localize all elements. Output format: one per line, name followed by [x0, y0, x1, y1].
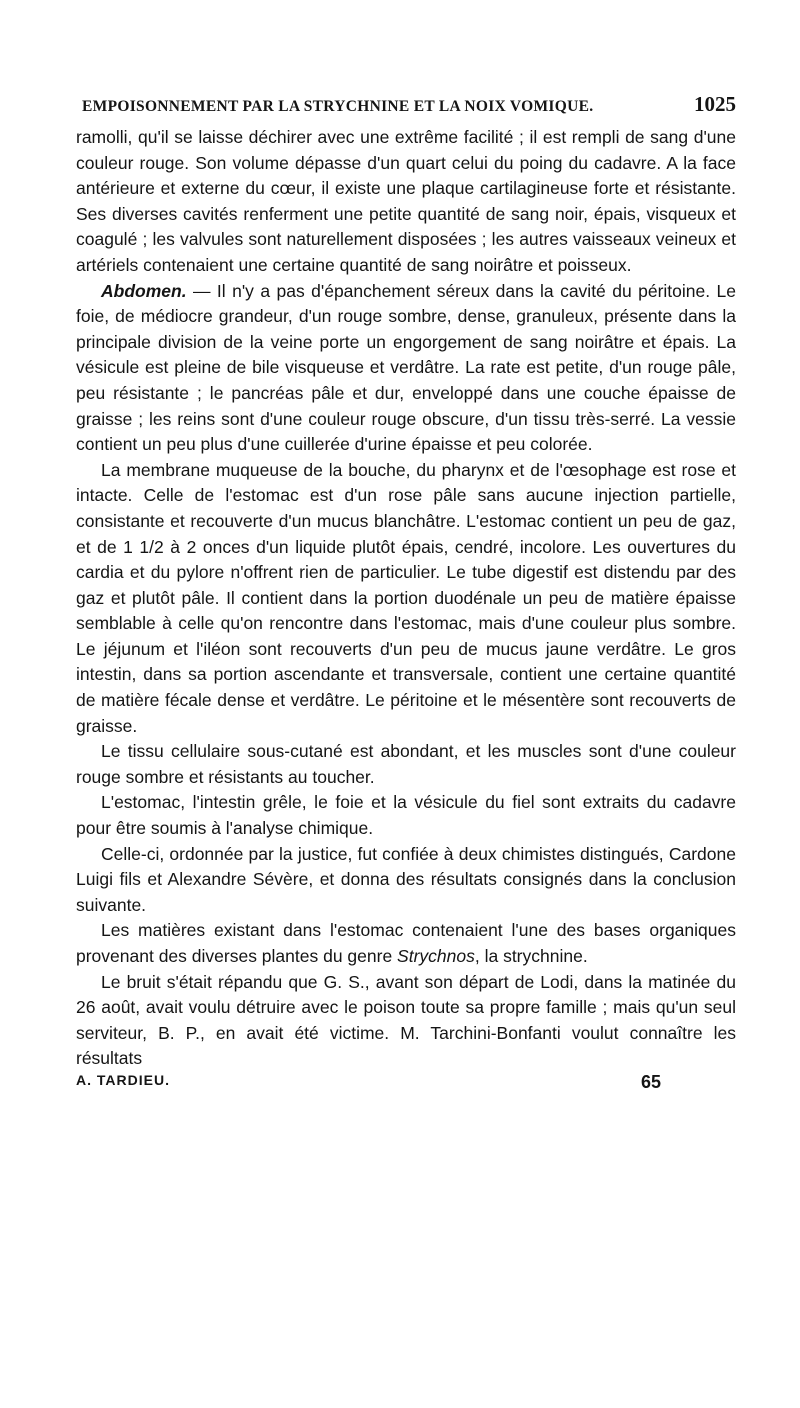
body-text	[76, 125, 736, 1072]
paragraph-heart: ramolli, qu'il se laisse déchirer avec une extrême facilité ; il est rempli de sang d'une couleur rouge. Son volume dépasse d'un quart celui du poing du cadavre. A la face antérieure et externe du cœur, il existe une plaque cartilagineuse forte et résistante. Ses diverses cavités renferment une petite quantité de sang noir, épais, visqueux et coagulé ; les valvules sont naturellement disposées ; les autres vaisseaux veineux et artériels contenaient une certaine quantité de sang noirâtre et poisseux.	[76, 127, 736, 275]
paragraph-digestive: La membrane muqueuse de la bouche, du pharynx et de l'œsophage est rose et intacte. Celle de l'estomac est d'un rose pâle sans aucune injection partielle, consistante et recouverte d'un mucus blanchâtre. L'estomac contient un peu de gaz, et de 1 1/2 à 2 onces d'un liquide plutôt épais, cendré, incolore. Les ouvertures du cardia et du pylore n'offrent rien de particulier. Le tube digestif est distendu par des gaz et plutôt pâle. Il contient dans la portion duodénale un peu de matière épaisse semblable à celle qu'on rencontre dans l'estomac, mais d'une couleur plus sombre. Le jéjunum et l'iléon sont recouverts d'un peu de mucus jaune verdâtre. Le gros intestin, dans sa portion ascendante et transversale, contient une certaine quantité de matière fécale dense et verdâtre. Le péritoine et le mésentère sont recouverts de graisse.	[76, 459, 736, 736]
paragraph-rumor: Le bruit s'était répandu que G. S., avant son départ de Lodi, dans la matinée du 26 août, avait voulu détruire avec le poison toute sa propre famille ; mais qu'un seul serviteur, B. P., en avait été victime. M. Tarchini-Bonfanti voulut connaître les résultats	[76, 971, 736, 1069]
genus-name: Strychnos	[397, 946, 475, 966]
paragraph-extraction: L'estomac, l'intestin grêle, le foie et la vésicule du fiel sont extraits du cadavre pour être soumis à l'analyse chimique.	[76, 792, 736, 839]
paragraph-abdomen-text: — Il n'y a pas d'épanchement séreux dans la cavité du péritoine. Le foie, de médiocre grandeur, d'un rouge sombre, dense, granuleux, présente dans la principale division de la veine porte un engorgement de sang noirâtre et épais. La vésicule est pleine de bile visqueuse et verdâtre. La rate est petite, d'un rouge pâle, peu résistante ; le pancréas pâle et dur, enveloppé dans une couche épaisse de graisse ; les reins sont d'une couleur rouge obscure, d'un tissu très-serré. La vessie contient un peu plus d'une cuillerée d'urine épaisse et peu colorée.	[76, 280, 736, 455]
signature-number: 65	[640, 1071, 661, 1092]
paragraph-abdomen	[76, 279, 736, 458]
running-title: EMPOISONNEMENT PAR LA STRYCHNINE ET LA NOIX VOMIQUE.	[82, 98, 594, 115]
paragraph-conclusion	[76, 918, 736, 969]
paragraph-conclusion-text-a: Les matières existant dans l'estomac contenaient l'une des bases organiques provenant des diverses plantes du genre	[76, 920, 736, 966]
paragraph-analysis: Celle-ci, ordonnée par la justice, fut confiée à deux chimistes distingués, Cardone Luigi fils et Alexandre Sévère, et donna des résultats consignés dans la conclusion suivante.	[76, 843, 736, 915]
signature-line	[76, 1072, 736, 1093]
signature-mark: A. TARDIEU.	[76, 1071, 170, 1088]
page-number: 1025	[694, 92, 736, 116]
running-header	[76, 92, 736, 117]
paragraph-conclusion-text-b: , la strychnine.	[474, 946, 588, 966]
book-page	[76, 92, 736, 1093]
paragraph-tissue: Le tissu cellulaire sous-cutané est abondant, et les muscles sont d'une couleur rouge sombre et résistants au toucher.	[76, 741, 736, 787]
section-label-abdomen: Abdomen.	[101, 280, 187, 301]
